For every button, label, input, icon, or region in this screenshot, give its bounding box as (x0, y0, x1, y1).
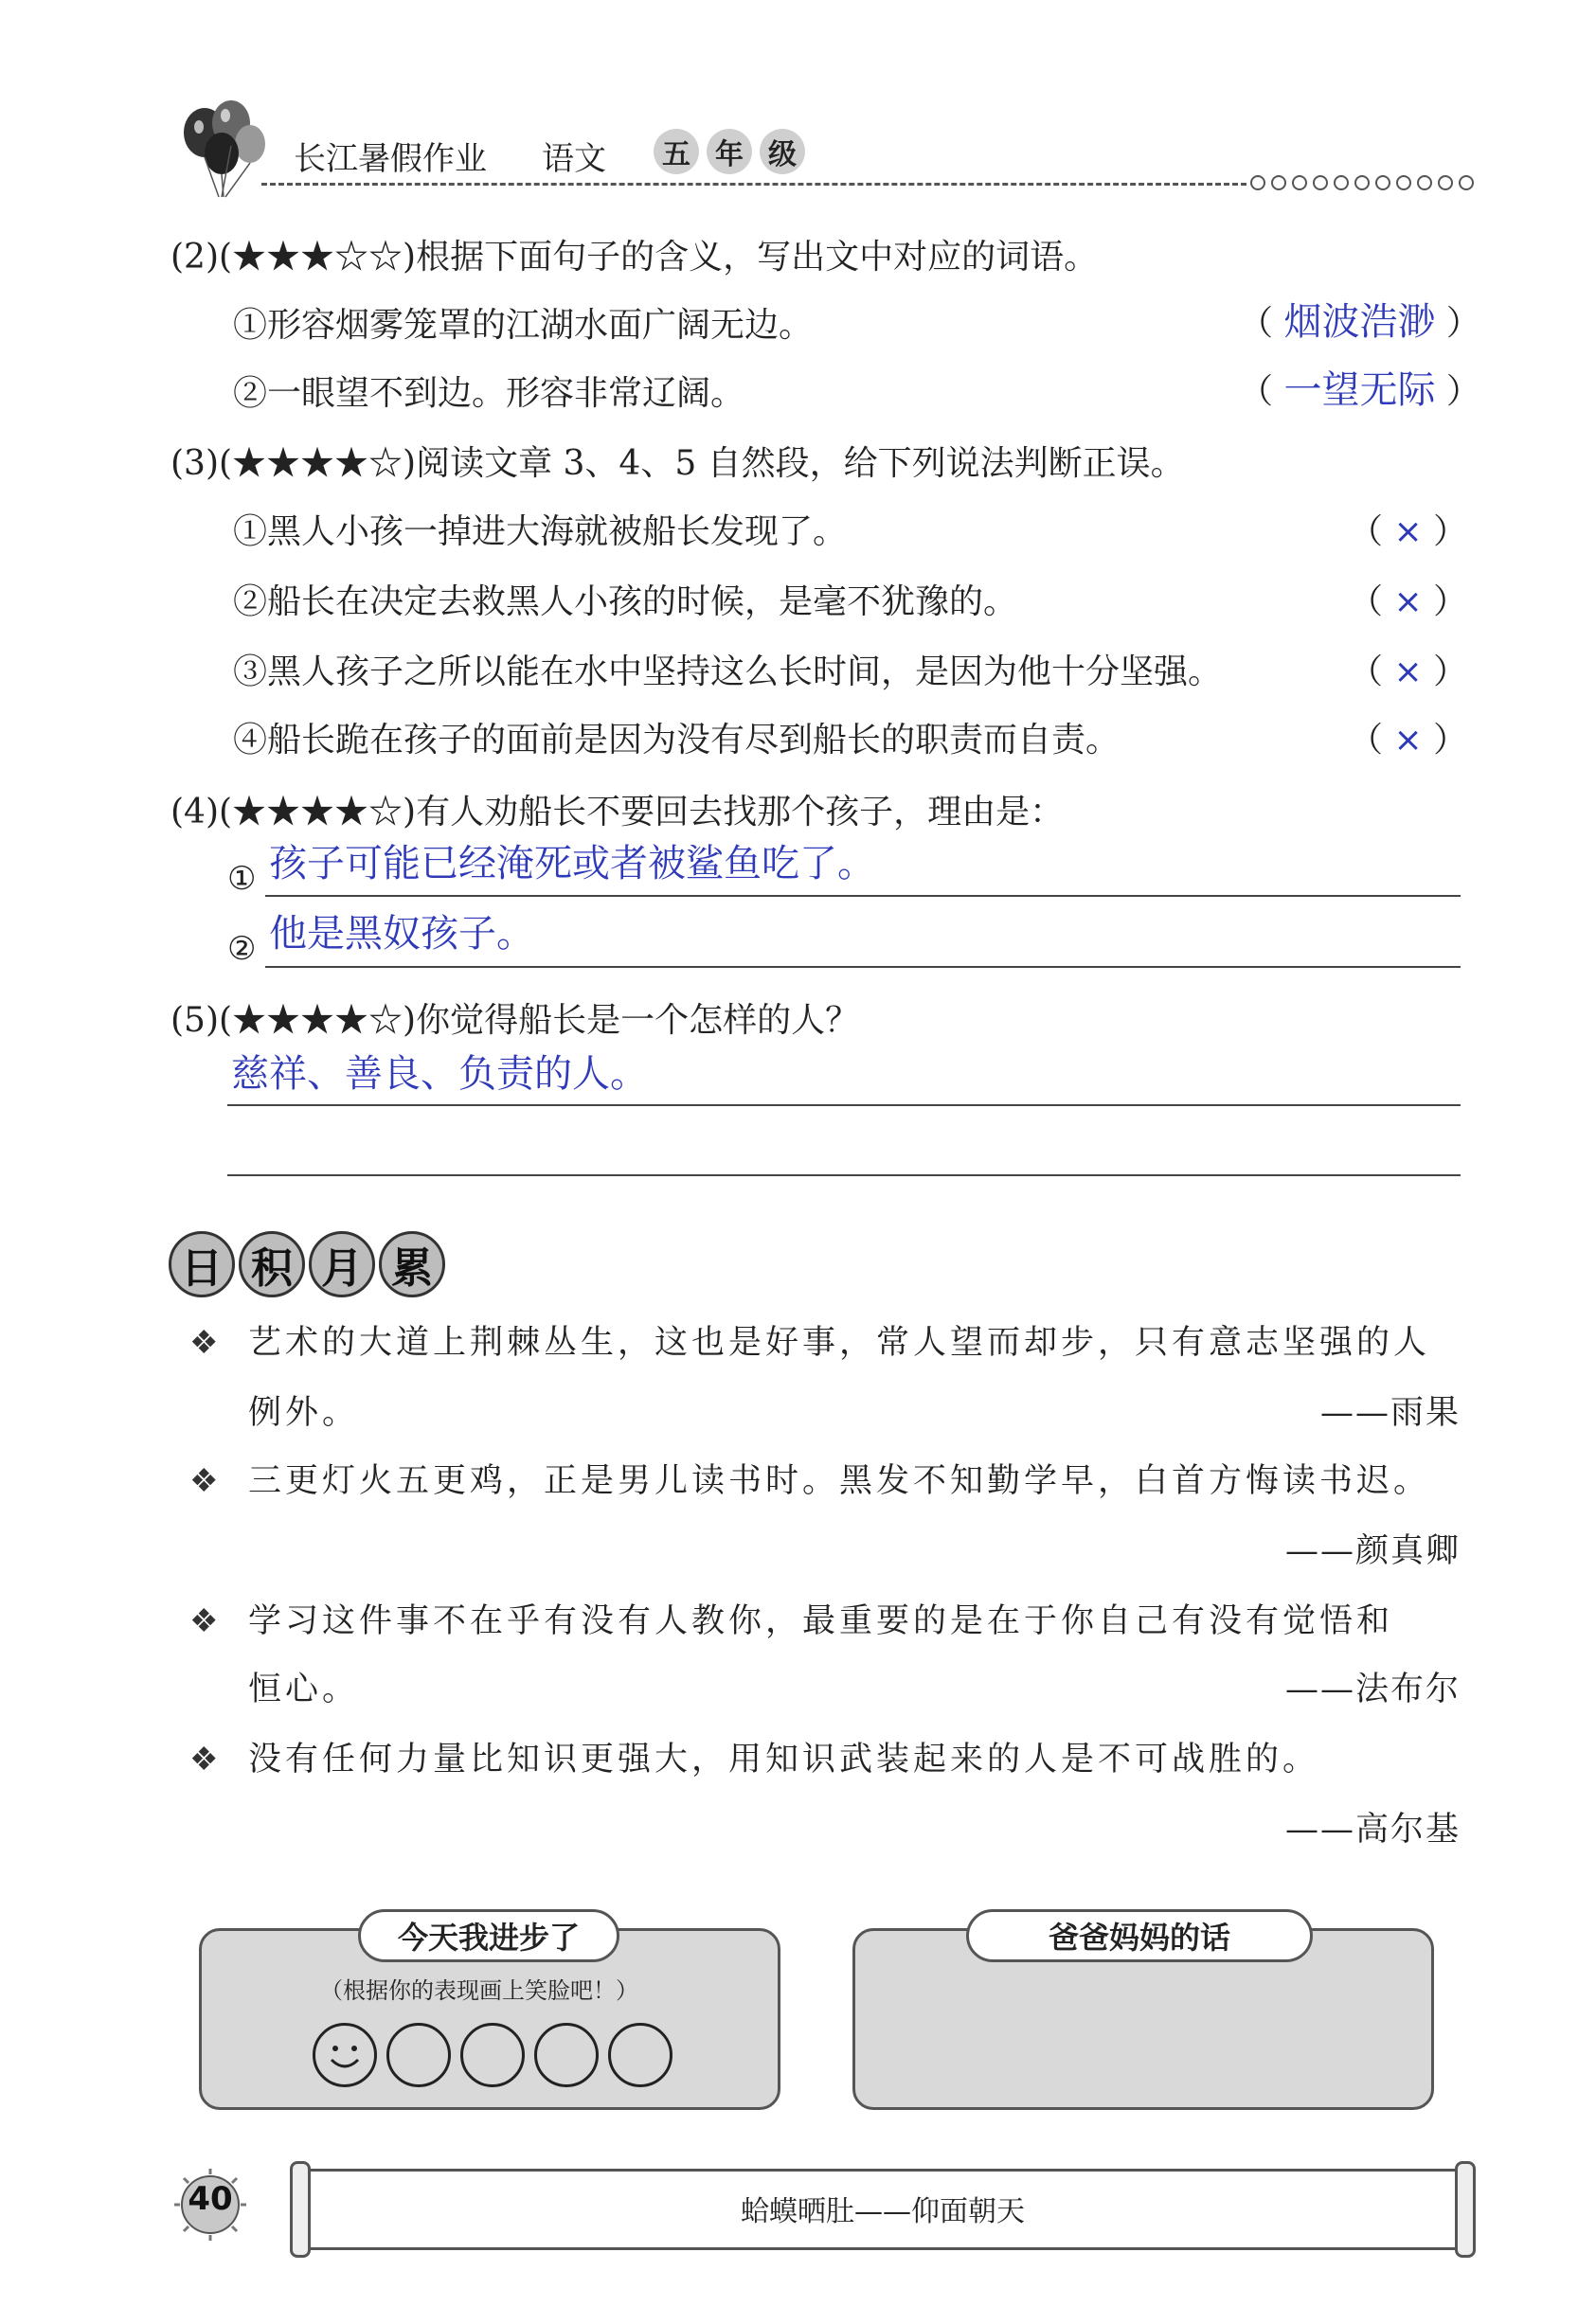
quote-3-line1: 学习这件事不在乎有没有人教你，最重要的是在于你自己有没有觉悟和 (248, 1602, 1394, 1640)
answer-line (227, 1174, 1461, 1176)
grade-label (654, 129, 805, 174)
q3-item-2: ②船长在决定去救黑人小孩的时候，是毫不犹豫的。 (233, 582, 1018, 621)
q5-stem: (5)(★★★★☆)你觉得船长是一个怎样的人？ (170, 1001, 860, 1040)
footer-saying: 蛤蟆晒肚——仰面朝天 (741, 2195, 1025, 2228)
section-title-char: 累 (379, 1231, 445, 1297)
q2-answer-1[interactable]: （ 烟波浩渺 ） (1239, 300, 1480, 344)
page-number: 40 (188, 2180, 233, 2218)
q5-answer[interactable]: 慈祥、善良、负责的人。 (231, 1052, 648, 1096)
quote-1-author: ——雨果 (1319, 1394, 1461, 1432)
diamond-bullet-icon: ❖ (189, 1462, 219, 1500)
empty-face-circle[interactable] (534, 2023, 599, 2087)
quote-1-line2: 例外。 (248, 1394, 360, 1432)
grade-char: 五 (654, 129, 699, 174)
q4-answer-2[interactable]: 他是黑奴孩子。 (269, 912, 534, 956)
quote-4-line1: 没有任何力量比知识更强大，用知识武装起来的人是不可战胜的。 (248, 1741, 1320, 1779)
empty-face-circle[interactable] (608, 2023, 672, 2087)
section-title (169, 1231, 445, 1297)
answer-line (227, 1104, 1461, 1106)
grade-char: 级 (760, 129, 805, 174)
section-title-char: 月 (309, 1231, 375, 1297)
q4-num-2: ② (227, 930, 257, 968)
empty-face-circle[interactable] (386, 2023, 451, 2087)
section-title-char: 积 (239, 1231, 305, 1297)
q4-num-1: ① (227, 860, 257, 898)
header-dots (1250, 175, 1474, 190)
diamond-bullet-icon: ❖ (189, 1741, 219, 1779)
header-divider (261, 183, 1246, 186)
q3-answer-4[interactable]: （ × ） (1349, 721, 1468, 760)
grade-char: 年 (707, 129, 752, 174)
balloons-icon (176, 95, 271, 199)
q4-answer-1[interactable]: 孩子可能已经淹死或者被鲨鱼吃了。 (269, 842, 875, 885)
quote-2-author: ——颜真卿 (1284, 1532, 1461, 1570)
q4-stem: (4)(★★★★☆)有人劝船长不要回去找那个孩子，理由是： (170, 793, 1065, 831)
q2-answer-2[interactable]: （ 一望无际 ） (1239, 368, 1480, 412)
quote-4-author: ——高尔基 (1284, 1811, 1461, 1849)
subject-label: 语文 (542, 140, 606, 178)
q3-answer-2[interactable]: （ × ） (1349, 582, 1468, 621)
q3-answer-3[interactable]: （ × ） (1349, 653, 1468, 691)
quote-3-author: ——法布尔 (1284, 1671, 1461, 1708)
q3-item-4: ④船长跪在孩子的面前是因为没有尽到船长的职责而自责。 (233, 721, 1121, 760)
progress-box-title: 今天我进步了 (358, 1909, 619, 1962)
book-title: 长江暑假作业 (294, 140, 487, 178)
q3-stem: (3)(★★★★☆)阅读文章 3、4、5 自然段，给下列说法判断正误。 (170, 444, 1185, 483)
diamond-bullet-icon: ❖ (189, 1324, 219, 1362)
quote-3-line2: 恒心。 (248, 1671, 360, 1708)
quote-2-line1: 三更灯火五更鸡，正是男儿读书时。黑发不知勤学早，白首方悔读书迟。 (248, 1462, 1431, 1500)
diamond-bullet-icon: ❖ (189, 1602, 219, 1640)
quote-1-line1: 艺术的大道上荆棘丛生，这也是好事，常人望而却步，只有意志坚强的人 (248, 1324, 1431, 1362)
progress-box-note: （根据你的表现画上笑脸吧！） (320, 1977, 638, 2004)
q2-item-2: ②一眼望不到边。形容非常辽阔。 (233, 374, 745, 413)
smiley-face-icon[interactable] (313, 2023, 377, 2087)
answer-line (265, 966, 1461, 968)
parents-box-title: 爸爸妈妈的话 (966, 1909, 1313, 1962)
q2-item-1: ①形容烟雾笼罩的江湖水面广阔无边。 (233, 306, 814, 345)
q3-item-1: ①黑人小孩一掉进大海就被船长发现了。 (233, 512, 848, 551)
q2-stem: (2)(★★★☆☆)根据下面句子的含义，写出文中对应的词语。 (170, 238, 1099, 277)
q3-answer-1[interactable]: （ × ） (1349, 512, 1468, 551)
empty-face-circle[interactable] (460, 2023, 525, 2087)
answer-line (265, 895, 1461, 897)
section-title-char: 日 (169, 1231, 235, 1297)
q3-item-3: ③黑人孩子之所以能在水中坚持这么长时间，是因为他十分坚强。 (233, 653, 1223, 691)
